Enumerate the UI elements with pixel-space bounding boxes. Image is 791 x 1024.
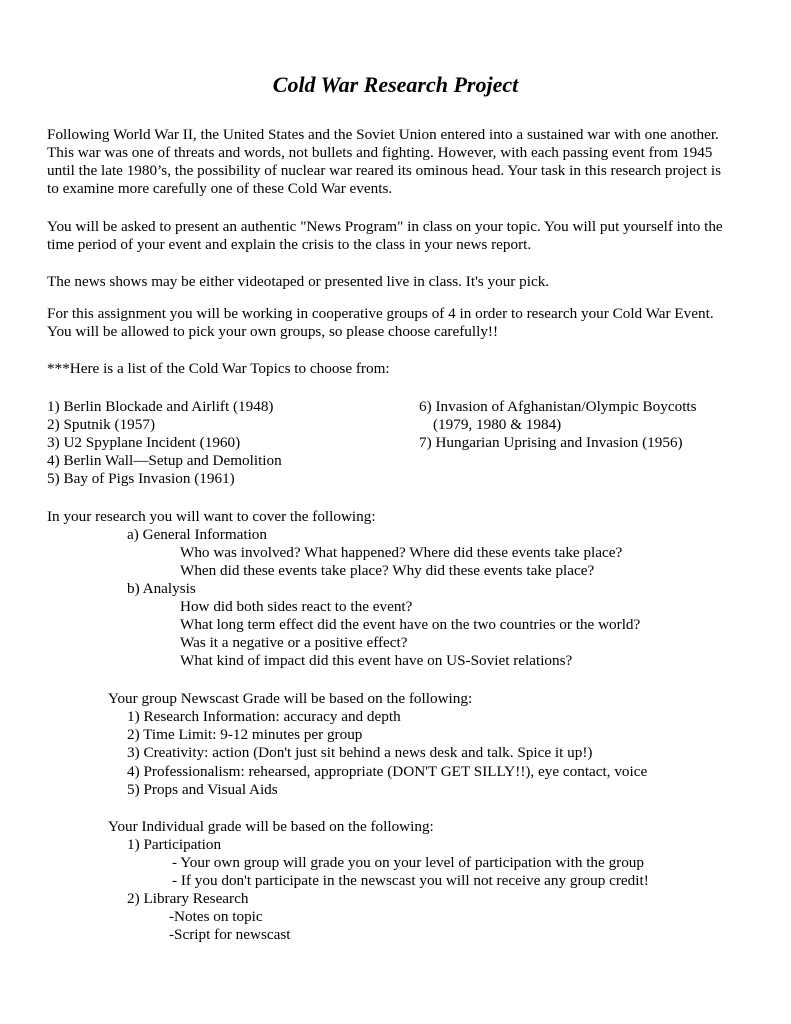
participation-label: 1) Participation — [127, 836, 222, 853]
library-research-item: -Notes on topic — [169, 908, 263, 925]
research-intro: In your research you will want to cover the following: — [47, 508, 376, 525]
topic-item: 3) U2 Spyplane Incident (1960) — [47, 434, 241, 451]
research-question: Was it a negative or a positive effect? — [180, 634, 408, 651]
participation-item: - If you don't participate in the newscast you will not receive any group credit! — [172, 872, 649, 889]
research-question: What kind of impact did this event have on US-Soviet relations? — [180, 652, 573, 669]
group-grade-item: 3) Creativity: action (Don't just sit behind a news desk and talk. Spice it up!) — [127, 744, 593, 761]
groups-line: You will be allowed to pick your own groups, so please choose carefully!! — [47, 323, 499, 340]
groups-line: For this assignment you will be working in cooperative groups of 4 in order to research your Cold War Event. — [47, 305, 714, 322]
topic-item-continuation: (1979, 1980 & 1984) — [433, 416, 562, 433]
group-grade-item: 5) Props and Visual Aids — [127, 781, 278, 798]
intro-line: Following World War II, the United States and the Soviet Union entered into a sustained war with one another. — [47, 126, 719, 143]
topics-intro: ***Here is a list of the Cold War Topics to choose from: — [47, 360, 390, 377]
research-question: What long term effect did the event have on the two countries or the world? — [180, 616, 641, 633]
videotape-paragraph: The news shows may be either videotaped or presented live in class. It's your pick. — [47, 273, 550, 290]
topic-item: 2) Sputnik (1957) — [47, 416, 155, 433]
participation-item: - Your own group will grade you on your level of participation with the group — [172, 854, 644, 871]
library-research-label: 2) Library Research — [127, 890, 249, 907]
analysis-label: b) Analysis — [127, 580, 196, 597]
topic-item: 5) Bay of Pigs Invasion (1961) — [47, 470, 235, 487]
page-title: Cold War Research Project — [272, 72, 519, 97]
group-grade-item: 4) Professionalism: rehearsed, appropriate (DON'T GET SILLY!!), eye contact, voice — [127, 763, 648, 780]
individual-grade-intro: Your Individual grade will be based on the following: — [108, 818, 434, 835]
library-research-item: -Script for newscast — [169, 926, 291, 943]
topic-item: 7) Hungarian Uprising and Invasion (1956) — [419, 434, 683, 451]
news-line: You will be asked to present an authentic "News Program" in class on your topic. You will put yourself into the — [47, 218, 723, 235]
research-question: How did both sides react to the event? — [180, 598, 413, 615]
topic-item: 6) Invasion of Afghanistan/Olympic Boycotts — [419, 398, 697, 415]
research-question: When did these events take place? Why did these events take place? — [180, 562, 595, 579]
topic-item: 4) Berlin Wall—Setup and Demolition — [47, 452, 282, 469]
intro-line: This war was one of threats and words, not bullets and fighting. However, with each passing event from 1945 — [47, 144, 713, 161]
research-question: Who was involved? What happened? Where did these events take place? — [180, 544, 623, 561]
group-grade-item: 2) Time Limit: 9-12 minutes per group — [127, 726, 363, 743]
intro-line: to examine more carefully one of these Cold War events. — [47, 180, 393, 197]
group-grade-intro: Your group Newscast Grade will be based on the following: — [108, 690, 473, 707]
topic-item: 1) Berlin Blockade and Airlift (1948) — [47, 398, 274, 415]
group-grade-item: 1) Research Information: accuracy and depth — [127, 708, 401, 725]
intro-line: until the late 1980’s, the possibility of nuclear war reared its ominous head. Your task in this research project is — [47, 162, 722, 179]
general-info-label: a) General Information — [127, 526, 267, 543]
news-line: time period of your event and explain the crisis to the class in your news report. — [47, 236, 532, 253]
